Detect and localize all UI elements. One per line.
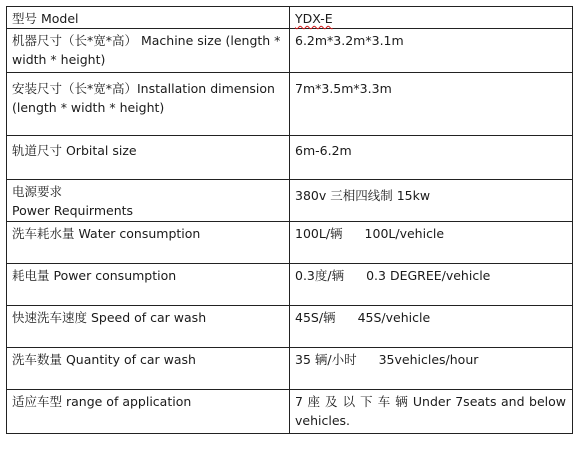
row-value: 7 座 及 以 下 车 辆 Under 7seats and below vehicles.: [290, 390, 573, 434]
row-label: 型号 Model: [7, 7, 290, 29]
row-label: 耗电量 Power consumption: [7, 264, 290, 306]
table-row: [7, 222, 573, 264]
table-row: [7, 390, 573, 434]
table-row: [7, 180, 573, 222]
row-value: 6.2m*3.2m*3.1m: [290, 29, 573, 73]
row-value: 6m-6.2m: [290, 136, 573, 180]
model-value: YDX-E: [295, 11, 333, 26]
value-cn: 35 辆/小时: [295, 352, 357, 367]
table-row: [7, 136, 573, 180]
table-row: [7, 7, 573, 29]
spec-table: [6, 6, 573, 434]
row-label: 机器尺寸（长*宽*高） Machine size (length * width * height): [7, 29, 290, 73]
table-row: [7, 264, 573, 306]
row-label: 轨道尺寸 Orbital size: [7, 136, 290, 180]
power-label-cn: 电源要求: [12, 184, 63, 199]
value-en: 0.3 DEGREE/vehicle: [366, 268, 491, 283]
table-row: [7, 29, 573, 73]
row-value: [290, 7, 573, 29]
row-label: [7, 180, 290, 222]
power-label-en: Power Requirments: [12, 203, 134, 218]
value-en: 45S/vehicle: [357, 310, 431, 325]
row-value: [290, 348, 573, 390]
row-value: [290, 222, 573, 264]
value-cn: 100L/辆: [295, 226, 343, 241]
row-label: 安装尺寸（长*宽*高）Installation dimension (length * width * height): [7, 73, 290, 136]
row-label: 洗车数量 Quantity of car wash: [7, 348, 290, 390]
value-cn: 0.3度/辆: [295, 268, 345, 283]
value-en: 100L/vehicle: [364, 226, 445, 241]
value-en: 35vehicles/hour: [378, 352, 479, 367]
row-value: [290, 306, 573, 348]
value-cn: 45S/辆: [295, 310, 336, 325]
row-label: 适应车型 range of application: [7, 390, 290, 434]
table-row: [7, 73, 573, 136]
table-row: [7, 306, 573, 348]
table-row: [7, 348, 573, 390]
row-label: 快速洗车速度 Speed of car wash: [7, 306, 290, 348]
row-value: 7m*3.5m*3.3m: [290, 73, 573, 136]
row-label: 洗车耗水量 Water consumption: [7, 222, 290, 264]
row-value: 380v 三相四线制 15kw: [290, 180, 573, 222]
row-value: [290, 264, 573, 306]
